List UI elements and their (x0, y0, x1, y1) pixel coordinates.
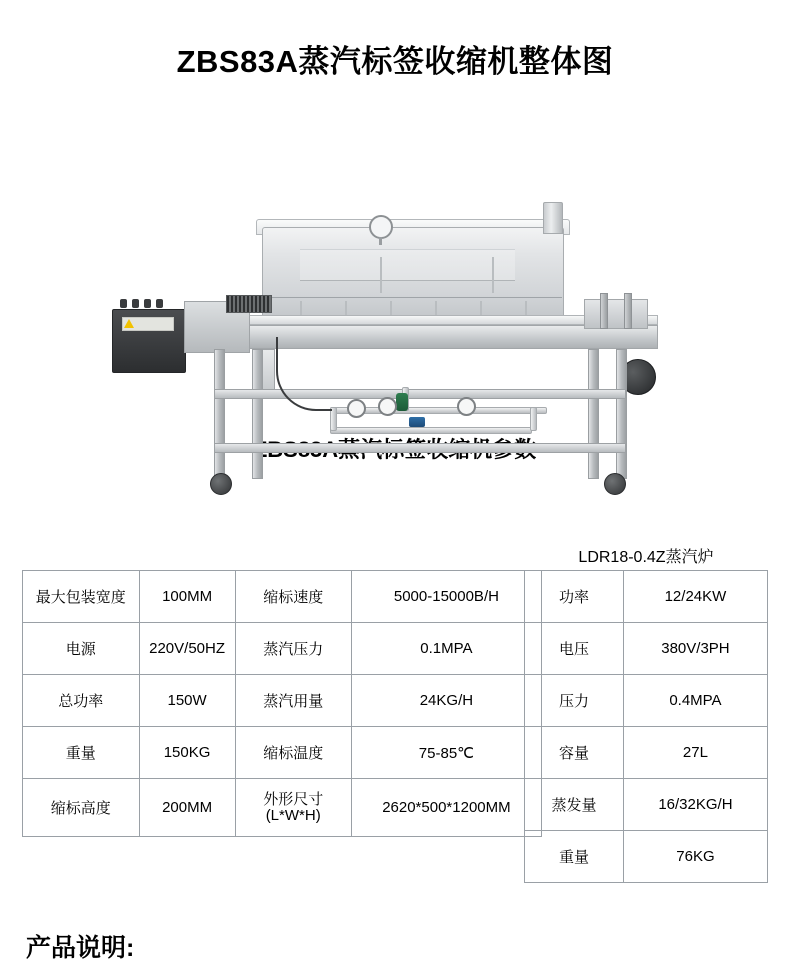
oven-slot (492, 257, 494, 293)
outfeed-post (600, 293, 608, 329)
flex-hose (276, 337, 332, 411)
pressure-gauge-icon (369, 215, 393, 239)
spec-label: 重量 (23, 727, 140, 779)
steam-valve (396, 393, 408, 411)
spec-label: 电源 (23, 623, 140, 675)
spec-value: 380V/3PH (623, 623, 767, 675)
product-page (0, 36, 790, 978)
table-row (525, 831, 768, 883)
boiler-spec-table (524, 570, 768, 883)
spec-label: 最大包装宽度 (23, 571, 140, 623)
frame-leg (616, 349, 627, 479)
steam-pipe (330, 427, 532, 434)
table-row (525, 779, 768, 831)
table-row (23, 675, 542, 727)
page-title: ZBS83A蒸汽标签收缩机整体图 (176, 44, 614, 79)
caster-wheel (210, 473, 232, 495)
spec-label: 容量 (525, 727, 624, 779)
knob (120, 299, 127, 308)
product-description-heading: 产品说明: (26, 934, 135, 962)
warning-triangle-icon (124, 319, 134, 328)
outfeed-post (624, 293, 632, 329)
spec-tables (0, 570, 790, 910)
spec-value: 5000-15000B/H (351, 571, 541, 623)
spec-label: 总功率 (23, 675, 140, 727)
table-row (525, 727, 768, 779)
spec-value: 150W (139, 675, 235, 727)
spec-label: 压力 (525, 675, 624, 727)
pressure-gauge-icon (378, 397, 397, 416)
oven-seam (262, 297, 562, 298)
spec-label: 缩标高度 (23, 779, 140, 837)
outfeed-head (584, 299, 648, 329)
steam-pipe (530, 407, 537, 431)
machine-spec-table (22, 570, 542, 837)
spec-label: 缩标速度 (235, 571, 351, 623)
knob (132, 299, 139, 308)
oven-window (300, 249, 515, 281)
spec-value: 12/24KW (623, 571, 767, 623)
pressure-gauge-icon (457, 397, 476, 416)
spec-label: 缩标温度 (235, 727, 351, 779)
spec-label-multiline: 外形尺寸 (L*W*H) (235, 779, 351, 837)
spec-label: 蒸汽压力 (235, 623, 351, 675)
frame-leg (588, 349, 599, 479)
spec-value: 200MM (139, 779, 235, 837)
spec-value: 2620*500*1200MM (351, 779, 541, 837)
frame-cross-bar (214, 389, 626, 399)
spec-label: 电压 (525, 623, 624, 675)
table-row (525, 623, 768, 675)
spec-value: 24KG/H (351, 675, 541, 727)
spec-value: 75-85℃ (351, 727, 541, 779)
frame-cross-bar (214, 443, 626, 453)
table-row (525, 571, 768, 623)
motor-vent-grill (226, 295, 272, 313)
knob (156, 299, 163, 308)
spec-value: 76KG (623, 831, 767, 883)
frame-leg (252, 349, 263, 479)
table-row (525, 675, 768, 727)
chimney (543, 202, 563, 234)
boiler-title: LDR18-0.4Z蒸汽炉 (578, 549, 714, 566)
spec-value: 27L (623, 727, 767, 779)
machine-illustration (0, 87, 790, 417)
spec-value: 16/32KG/H (623, 779, 767, 831)
water-valve (409, 417, 425, 427)
spec-value: 0.1MPA (351, 623, 541, 675)
spec-label: 功率 (525, 571, 624, 623)
spec-value: 0.4MPA (623, 675, 767, 727)
oven-slot (380, 257, 382, 293)
knob (144, 299, 151, 308)
table-row (23, 727, 542, 779)
spec-label: 蒸发量 (525, 779, 624, 831)
machine-drawing (0, 87, 790, 417)
spec-value: 100MM (139, 571, 235, 623)
table-row (23, 623, 542, 675)
spec-value: 150KG (139, 727, 235, 779)
spec-label: 蒸汽用量 (235, 675, 351, 727)
frame-leg (214, 349, 225, 479)
caster-wheel (604, 473, 626, 495)
control-knobs (118, 297, 178, 309)
pressure-gauge-icon (347, 399, 366, 418)
spec-value: 220V/50HZ (139, 623, 235, 675)
spec-label: 重量 (525, 831, 624, 883)
table-row (23, 571, 542, 623)
table-row (23, 779, 542, 837)
